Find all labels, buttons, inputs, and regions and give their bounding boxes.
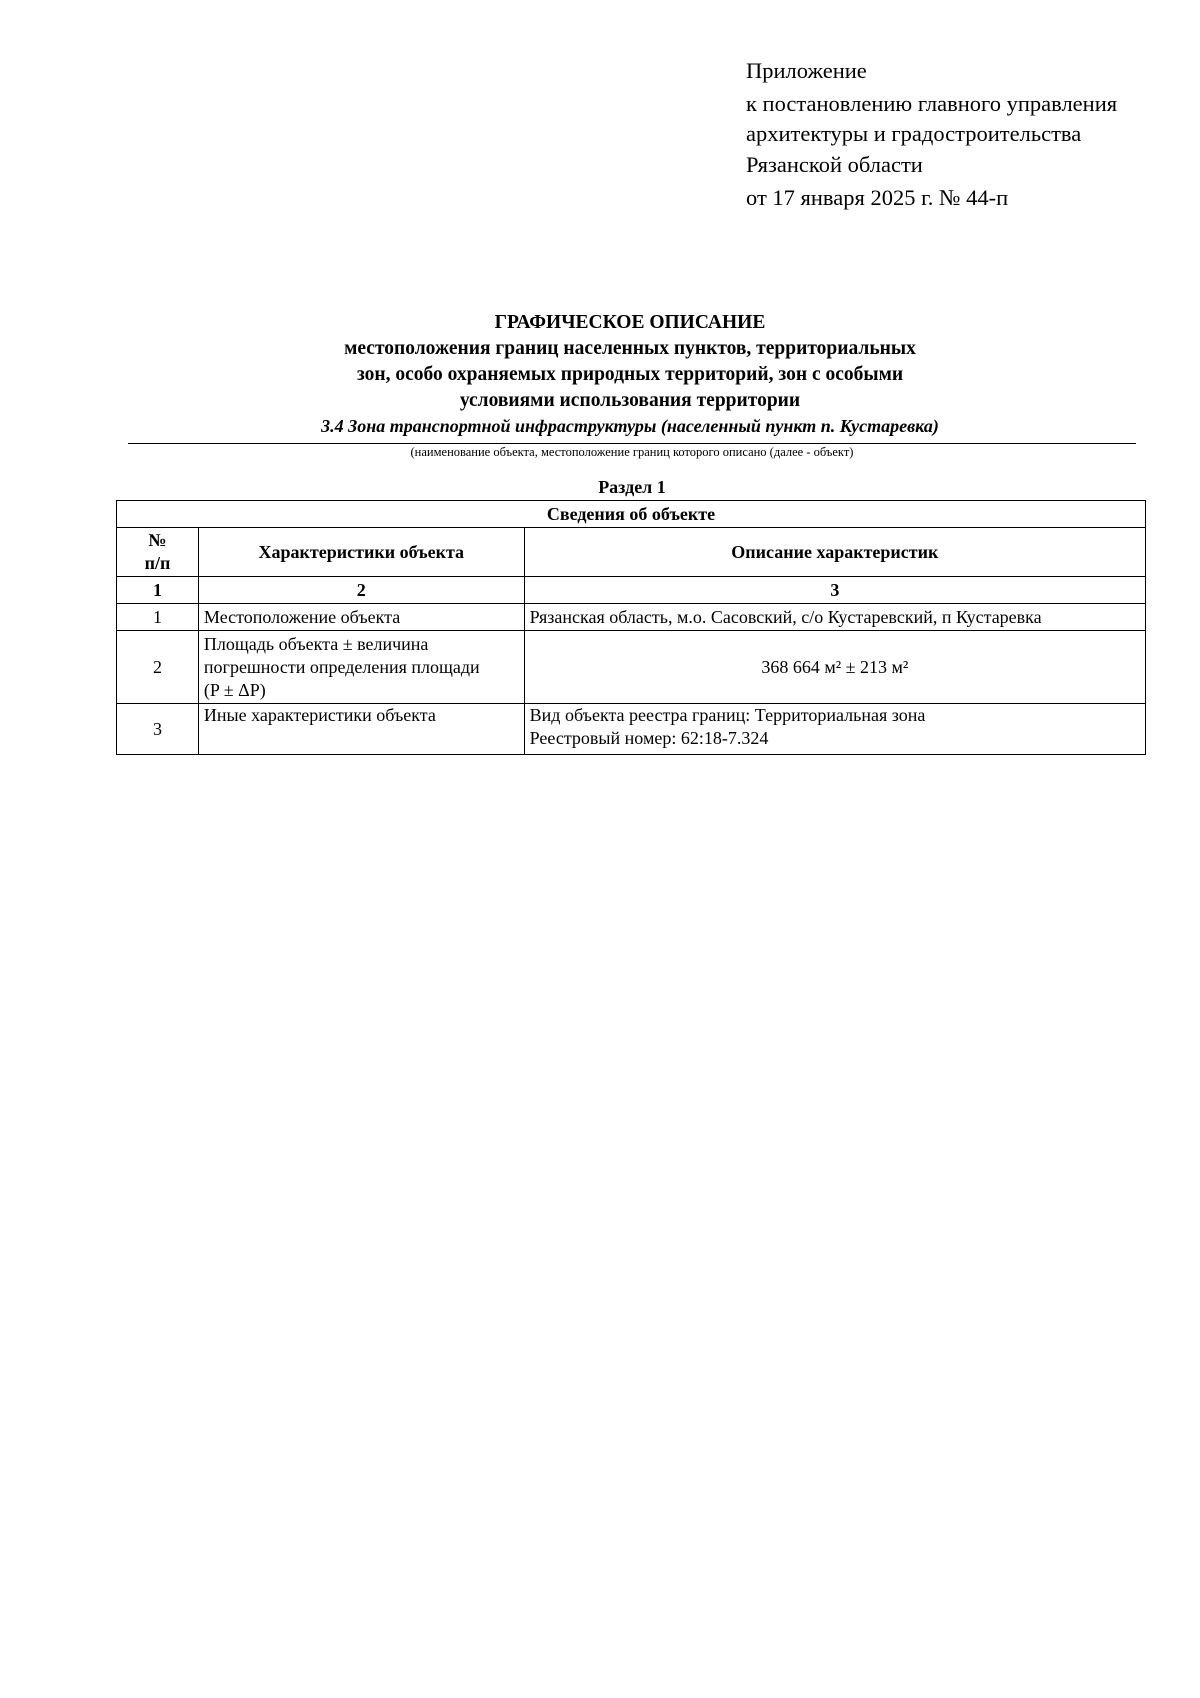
header-characteristic: Характеристики объекта: [198, 528, 524, 577]
table-title-row: [117, 501, 1146, 528]
table-row: [117, 631, 1146, 704]
appendix-line-region: Рязанской области: [746, 151, 923, 177]
table-column-numbers-row: [117, 577, 1146, 604]
column-number-2: 2: [198, 577, 524, 604]
appendix-label: Приложение: [746, 58, 867, 83]
document-subtitle-line-3: условиями использования территории: [459, 390, 801, 411]
appendix-date: от 17 января 2025 г. № 44-п: [746, 185, 1009, 210]
column-number-1: 1: [117, 577, 199, 604]
document-title: ГРАФИЧЕСКОЕ ОПИСАНИЕ: [494, 312, 766, 333]
section-title: Раздел 1: [598, 477, 666, 497]
document-subtitle-line-1: местоположения границ населенных пунктов, территориальных: [344, 338, 916, 359]
header-number: № п/п: [117, 528, 199, 577]
appendix-header: [746, 56, 1117, 214]
row-characteristic-line-3: (P ± ΔP): [203, 679, 266, 700]
object-name-underline: [128, 443, 1136, 444]
row-characteristic: Иные характеристики объекта: [198, 704, 524, 755]
table-row: [117, 704, 1146, 755]
row-characteristic-line-1: Площадь объекта ± величина: [203, 633, 429, 654]
row-characteristic-line-2: погрешности определения площади: [203, 656, 480, 677]
row-number: 2: [117, 631, 199, 704]
column-number-3: 3: [524, 577, 1145, 604]
row-number: 3: [117, 704, 199, 755]
appendix-line-resolution: к постановлению главного управления: [746, 90, 1118, 116]
row-characteristic: [198, 631, 524, 704]
row-description-line-1: Вид объекта реестра границ: Территориальная зона: [529, 705, 926, 725]
document-title-block: [120, 310, 1140, 438]
row-description: [524, 704, 1145, 755]
row-description: Рязанская область, м.о. Сасовский, с/о Кустаревский, п Кустаревка: [524, 604, 1145, 631]
row-description: 368 664 м² ± 213 м²: [524, 631, 1145, 704]
row-description-line-2: Реестровый номер: 62:18-7.324: [529, 728, 769, 748]
row-characteristic: Местоположение объекта: [198, 604, 524, 631]
appendix-line-authority: архитектуры и градостроительства: [746, 121, 1082, 146]
object-name-hint: (наименование объекта, местоположение границ которого описано (далее - объект): [410, 445, 854, 459]
row-number: 1: [117, 604, 199, 631]
table-row: [117, 604, 1146, 631]
header-description: Описание характеристик: [524, 528, 1145, 577]
object-info-table: [116, 500, 1146, 755]
table-title: Сведения об объекте: [117, 501, 1146, 528]
table-header-row: [117, 528, 1146, 577]
document-subtitle-line-2: зон, особо охраняемых природных территорий, зон с особыми: [356, 364, 904, 385]
object-name: 3.4 Зона транспортной инфраструктуры (населенный пункт п. Кустаревка): [321, 416, 939, 436]
